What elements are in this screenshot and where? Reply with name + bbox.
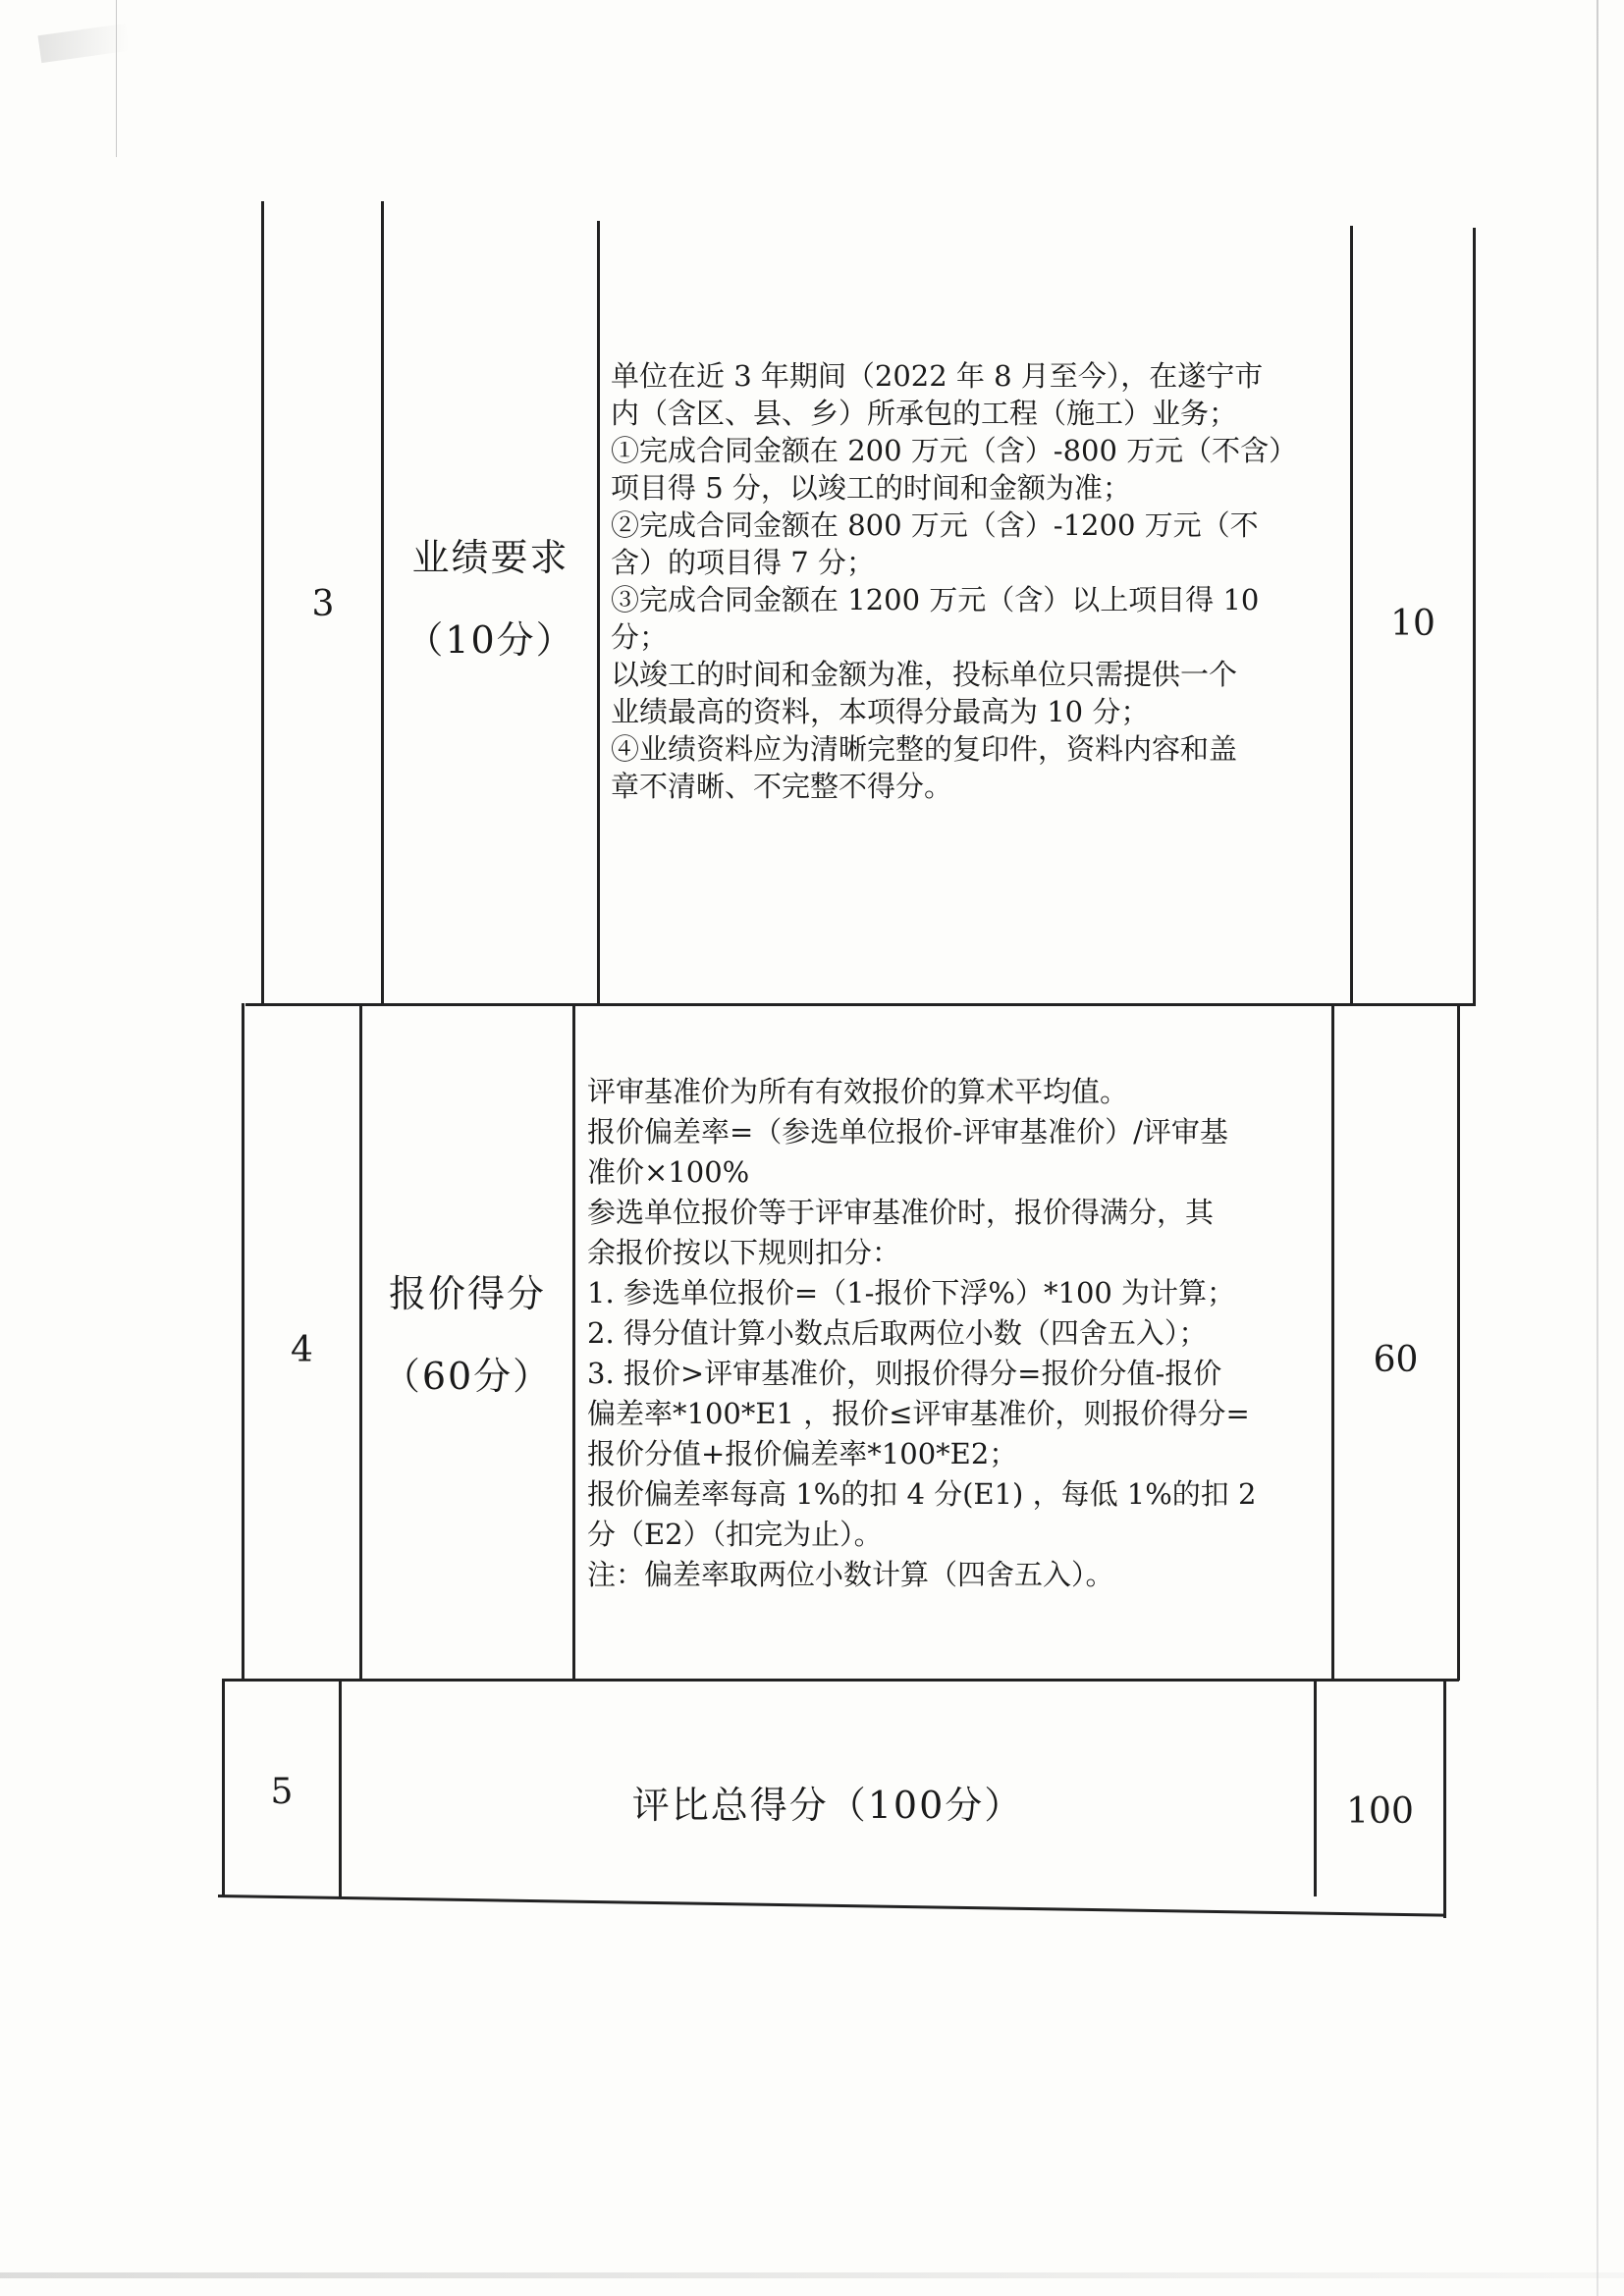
criteria-line: 3. 报价>评审基准价，则报价得分=报价分值-报价: [587, 1357, 1222, 1390]
row-3-points: （10分）: [406, 618, 575, 662]
criteria-line: ③完成合同金额在 1200 万元（含）以上项目得 10: [611, 583, 1260, 616]
col-line-5c: [1443, 1679, 1446, 1918]
criteria-line: 参选单位报价等于评审基准价时，报价得满分，其: [587, 1196, 1215, 1229]
criteria-line: 1. 参选单位报价=（1-报价下浮%）*100 为计算；: [587, 1276, 1236, 1309]
criteria-line: 余报价按以下规则扣分：: [587, 1236, 901, 1269]
criteria-line: 章不清晰、不完整不得分。: [611, 770, 953, 803]
scan-edge-left: [116, 0, 117, 157]
criteria-line: 以竣工的时间和金额为准，投标单位只需提供一个: [611, 658, 1238, 691]
row-3-criteria: [611, 357, 1337, 805]
criteria-line: 注：偏差率取两位小数计算（四舍五入）。: [587, 1558, 1114, 1591]
total-label: 评比总得分（100分）: [631, 1783, 1024, 1827]
col-line-3b: [572, 1003, 575, 1681]
criteria-line: 报价偏差率=（参选单位报价-评审基准价）/评审基: [587, 1115, 1228, 1148]
criteria-line: ①完成合同金额在 200 万元（含）-800 万元（不含）: [611, 434, 1298, 467]
criteria-line: 分（E2）（扣完为止）。: [587, 1518, 883, 1551]
criteria-line: 评审基准价为所有有效报价的算术平均值。: [587, 1075, 1129, 1108]
criteria-line: 准价×100%: [587, 1155, 750, 1189]
criteria-line: 报价偏差率每高 1%的扣 4 分(E1) ，每低 1%的扣 2: [587, 1477, 1257, 1511]
criteria-line: 2. 得分值计算小数点后取两位小数（四舍五入）；: [587, 1316, 1208, 1350]
col-line-5b: [1457, 1003, 1460, 1681]
row-4-item: [362, 1247, 572, 1423]
criteria-line: 内（含区、县、乡）所承包的工程（施工）业务；: [611, 397, 1238, 430]
row-line-3-4: [245, 1003, 1475, 1006]
total-row-number: 5: [270, 1771, 294, 1812]
row-3-item: [384, 510, 597, 687]
criteria-line: 分；: [611, 620, 669, 654]
row-3-score: 10: [1390, 603, 1435, 644]
criteria-line: ②完成合同金额在 800 万元（含）-1200 万元（不: [611, 508, 1259, 542]
row-4-number: 4: [291, 1329, 313, 1370]
row-4-points: （60分）: [382, 1355, 553, 1398]
row-4-criteria: [587, 1072, 1319, 1595]
criteria-line: 业绩最高的资料，本项得分最高为 10 分；: [611, 695, 1150, 728]
criteria-line: 偏差率*100*E1 ，报价≤评审基准价，则报价得分=: [587, 1397, 1250, 1430]
criteria-line: 单位在近 3 年期间（2022 年 8 月至今），在遂宁市: [611, 359, 1264, 393]
row-3-title: 业绩要求: [411, 536, 569, 579]
criteria-line: 含）的项目得 7 分；: [611, 546, 875, 579]
col-line-5: [1473, 228, 1476, 1006]
row-3-number: 3: [311, 583, 335, 624]
row-4-score: 60: [1373, 1339, 1419, 1380]
table-bottom-line: [218, 1895, 1445, 1917]
col-line-1: [261, 201, 264, 1006]
criteria-line: 项目得 5 分，以竣工的时间和金额为准；: [611, 471, 1131, 505]
total-score: 100: [1346, 1790, 1414, 1832]
criteria-line: 报价分值+报价偏差率*100*E2；: [587, 1437, 1018, 1470]
col-line-3: [597, 221, 600, 1006]
criteria-line: ④业绩资料应为清晰完整的复印件，资料内容和盖: [611, 732, 1238, 766]
row-line-4-5: [224, 1679, 1459, 1682]
scan-edge-right: [1597, 0, 1598, 2296]
scan-edge-bottom: [0, 2272, 1624, 2278]
row-4-title: 报价得分: [388, 1272, 546, 1315]
